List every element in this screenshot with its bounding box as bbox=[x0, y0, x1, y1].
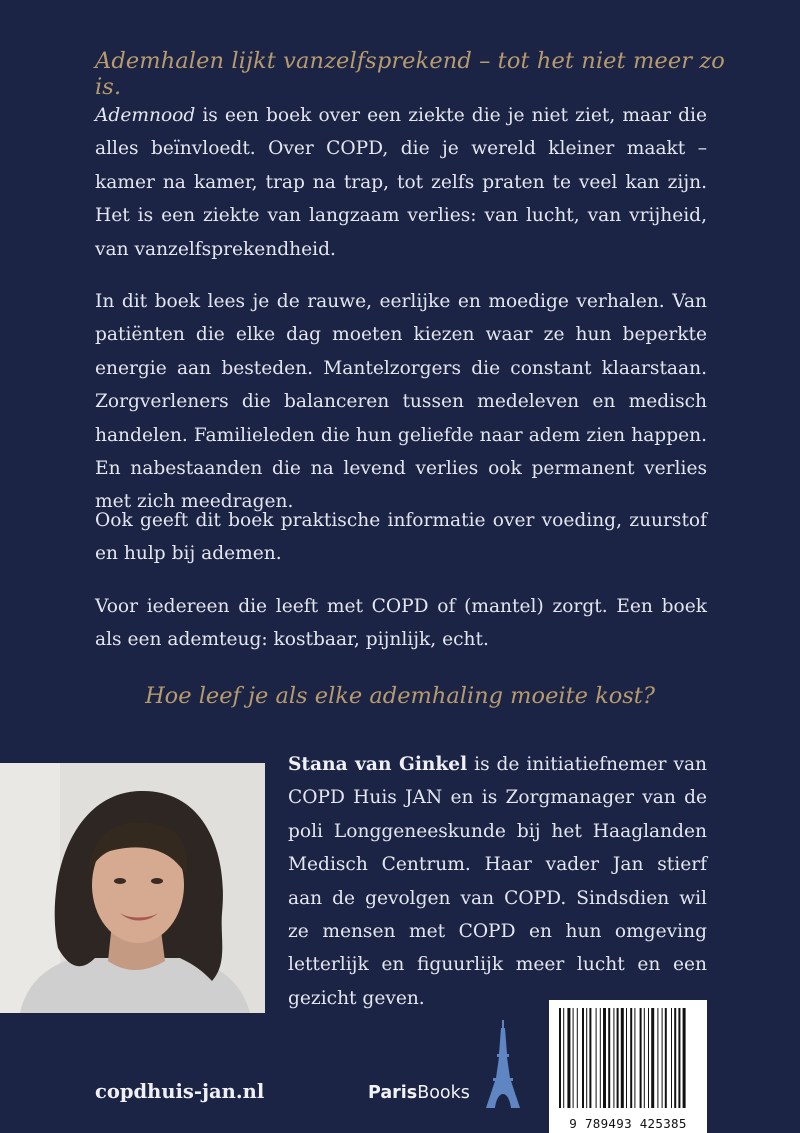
barcode-bar bbox=[640, 1008, 642, 1108]
barcode-bar bbox=[683, 1008, 686, 1108]
info-paragraph: Ook geeft dit boek praktische informatie over voeding, zuurstof en hulp bij ademen. bbox=[95, 510, 707, 565]
isbn-barcode bbox=[549, 1000, 707, 1133]
author-bio-text: is de initiatiefnemer van COPD Huis JAN en is Zorgmanager van de poli Longgeneeskunde bij het Haaglanden Medisch Centrum. Haar vader Jan stierf aan de gevolgen van COPD. Sindsdien wil ze mensen met COPD en hun omgeving letterlijk en figuurlijk meer lucht en een gezicht geven. bbox=[288, 754, 708, 1009]
barcode-bar bbox=[648, 1008, 649, 1108]
barcode-bar bbox=[586, 1008, 587, 1108]
barcode-bar bbox=[608, 1008, 610, 1108]
barcode-bar bbox=[613, 1008, 614, 1108]
barcode-bar bbox=[674, 1008, 676, 1108]
book-title: Ademnood bbox=[95, 105, 196, 126]
barcode-bar bbox=[563, 1008, 564, 1108]
barcode-bar bbox=[603, 1008, 606, 1108]
publisher-logo bbox=[368, 1020, 528, 1110]
barcode-bar bbox=[626, 1008, 627, 1108]
barcode-bar bbox=[678, 1008, 680, 1108]
barcode-bar bbox=[577, 1008, 578, 1108]
barcode-bar bbox=[671, 1008, 672, 1108]
barcode-bar bbox=[634, 1008, 635, 1108]
intro-paragraph bbox=[95, 99, 707, 266]
publisher-name: ParisBooks bbox=[368, 1083, 470, 1103]
barcode-bar bbox=[657, 1008, 658, 1108]
website-link[interactable]: copdhuis-jan.nl bbox=[95, 1080, 265, 1103]
barcode-bar bbox=[559, 1008, 561, 1108]
intro-text: is een boek over een ziekte die je niet ziet, maar die alles beïnvloedt. Over COPD, die je wereld kleiner maakt – kamer na kamer, trap na trap, tot zelfs praten te veel kan zijn. Het is een ziekte van langzaam verlies: van lucht, van vrijheid, van vanzelfsprekendheid. bbox=[95, 105, 707, 260]
barcode-bar bbox=[621, 1008, 624, 1108]
barcode-bar bbox=[662, 1008, 663, 1108]
barcode-bar bbox=[582, 1008, 584, 1108]
question-line: Hoe leef je als elke ademhaling moeite kost? bbox=[145, 683, 655, 709]
eiffel-tower-icon bbox=[486, 1020, 520, 1108]
author-photo bbox=[0, 763, 265, 1013]
barcode-bar bbox=[651, 1008, 654, 1108]
barcode-bar bbox=[630, 1008, 632, 1108]
barcode-bar bbox=[596, 1008, 597, 1108]
isbn-digits: 9 789493 425385 bbox=[569, 1116, 687, 1131]
barcode-bar bbox=[567, 1008, 570, 1108]
audience-paragraph: Voor iedereen die leeft met COPD of (mantel) zorgt. Een boek als een ademteug: kostbaar, pijnlijk, echt. bbox=[95, 596, 707, 651]
tagline: Ademhalen lijkt vanzelfsprekend – tot het niet meer zo is. bbox=[95, 48, 725, 100]
barcode-bar bbox=[589, 1008, 591, 1108]
author-bio bbox=[288, 748, 707, 1015]
stories-paragraph: In dit boek lees je de rauwe, eerlijke en moedige verhalen. Van patiënten die elke dag moeten kiezen waar ze hun beperkte energie aan besteden. Mantelzorgers die constant klaarstaan. Zorgverleners die balanceren tussen medeleven en medisch handelen. Familieleden die hun geliefde naar adem zien happen. En nabestaanden die na levend verlies ook permanent verlies met zich meedragen. bbox=[95, 291, 707, 513]
barcode-bar bbox=[600, 1008, 601, 1108]
author-name: Stana van Ginkel bbox=[288, 754, 468, 775]
barcode-bar bbox=[617, 1008, 619, 1108]
barcode-bar bbox=[665, 1008, 667, 1108]
barcode-bar bbox=[644, 1008, 645, 1108]
barcode-bar bbox=[573, 1008, 574, 1108]
